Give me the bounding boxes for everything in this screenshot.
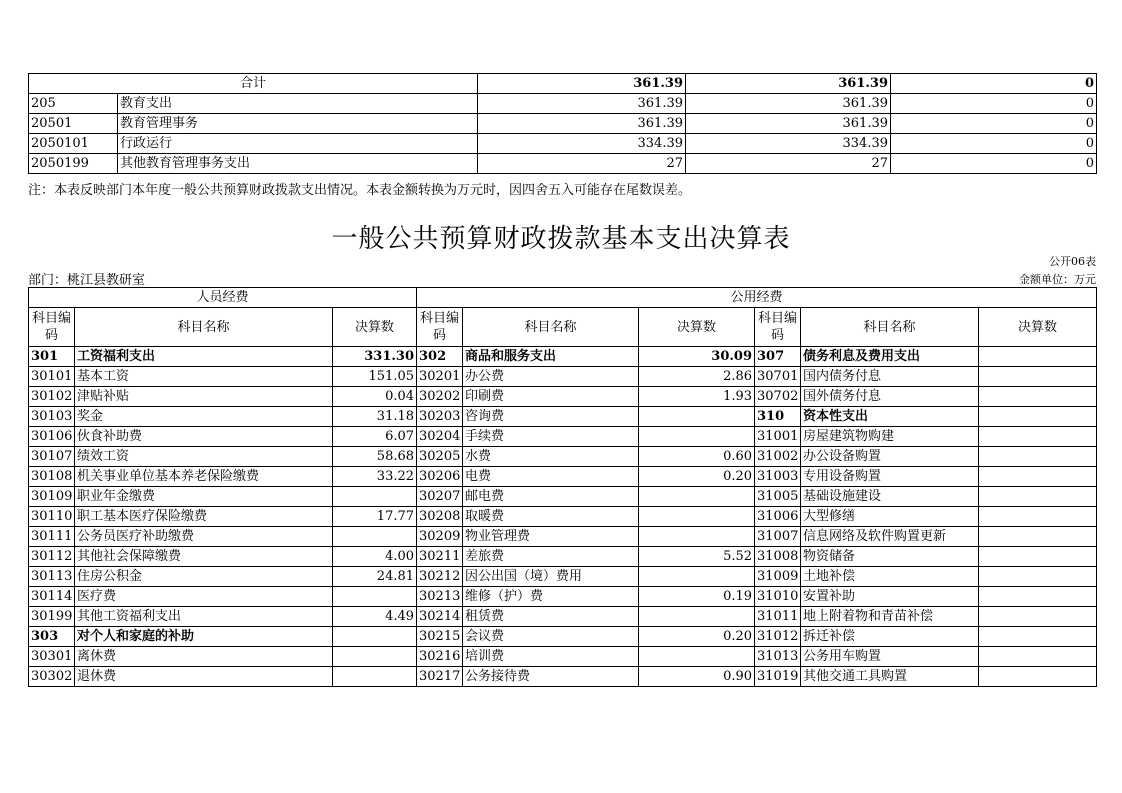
table-note: 注：本表反映部门本年度一般公共预算财政拨款支出情况。本表金额转换为万元时，因四舍五入可能存在尾数误差。 — [28, 183, 692, 198]
subject-code: 30102 — [29, 387, 75, 407]
form-number: 公开06表 — [1049, 255, 1096, 268]
subject-code: 30204 — [417, 427, 463, 447]
subject-name: 教育支出 — [118, 94, 478, 114]
subject-amount — [979, 347, 1097, 367]
subject-code: 302 — [417, 347, 463, 367]
subject-code: 30101 — [29, 367, 75, 387]
subject-code: 31005 — [755, 487, 801, 507]
subject-code: 30107 — [29, 447, 75, 467]
subject-amount — [639, 507, 755, 527]
subject-amount: 6.07 — [333, 427, 417, 447]
subject-amount: 0.04 — [333, 387, 417, 407]
subject-amount — [979, 567, 1097, 587]
amount-value-2: 361.39 — [686, 94, 891, 114]
subject-code: 31011 — [755, 607, 801, 627]
subject-code: 30209 — [417, 527, 463, 547]
subject-code: 30206 — [417, 467, 463, 487]
amount-value-3: 0 — [891, 134, 1097, 154]
table-row — [29, 347, 1097, 367]
amount-value-3: 0 — [891, 154, 1097, 174]
group-header-row — [29, 288, 1097, 308]
total-value-3: 0 — [891, 74, 1097, 94]
amount-unit: 金额单位：万元 — [1019, 273, 1096, 286]
amount-value-1: 334.39 — [478, 134, 686, 154]
subject-code: 30111 — [29, 527, 75, 547]
subject-code: 30302 — [29, 667, 75, 687]
subject-amount — [979, 467, 1097, 487]
subject-name: 手续费 — [463, 427, 639, 447]
subject-name: 咨询费 — [463, 407, 639, 427]
subject-amount — [979, 387, 1097, 407]
subject-code: 30202 — [417, 387, 463, 407]
subject-code: 30201 — [417, 367, 463, 387]
table-row — [29, 527, 1097, 547]
subject-name: 职业年金缴费 — [75, 487, 333, 507]
code-header: 科目编码 — [29, 308, 75, 347]
subject-amount — [979, 667, 1097, 687]
subject-code: 31003 — [755, 467, 801, 487]
subject-name: 资本性支出 — [801, 407, 979, 427]
subject-code: 310 — [755, 407, 801, 427]
subject-amount: 4.49 — [333, 607, 417, 627]
subject-name: 维修（护）费 — [463, 587, 639, 607]
appropriation-expense-table — [28, 73, 1097, 174]
subject-code: 30205 — [417, 447, 463, 467]
subject-amount: 4.00 — [333, 547, 417, 567]
subject-name: 商品和服务支出 — [463, 347, 639, 367]
main-table-body — [29, 288, 1097, 687]
subject-name: 办公设备购置 — [801, 447, 979, 467]
public-expense-header: 公用经费 — [417, 288, 1097, 308]
name-header: 科目名称 — [463, 308, 639, 347]
table-row — [29, 367, 1097, 387]
table-row — [29, 607, 1097, 627]
personnel-expense-header: 人员经费 — [29, 288, 417, 308]
subject-code: 30211 — [417, 547, 463, 567]
subject-name: 印刷费 — [463, 387, 639, 407]
subject-name: 教育管理事务 — [118, 114, 478, 134]
subject-amount — [639, 407, 755, 427]
subject-code: 307 — [755, 347, 801, 367]
subject-amount — [333, 667, 417, 687]
subject-code: 30215 — [417, 627, 463, 647]
amount-header: 决算数 — [979, 308, 1097, 347]
subject-amount: 0.90 — [639, 667, 755, 687]
code-header: 科目编码 — [417, 308, 463, 347]
subject-name: 行政运行 — [118, 134, 478, 154]
subject-name: 离休费 — [75, 647, 333, 667]
name-header: 科目名称 — [801, 308, 979, 347]
subject-amount — [333, 647, 417, 667]
subject-code: 30214 — [417, 607, 463, 627]
subject-amount: 0.19 — [639, 587, 755, 607]
subject-code: 30207 — [417, 487, 463, 507]
subject-name: 其他社会保障缴费 — [75, 547, 333, 567]
subject-amount — [333, 587, 417, 607]
subject-code: 30109 — [29, 487, 75, 507]
subject-code: 301 — [29, 347, 75, 367]
subject-code: 30213 — [417, 587, 463, 607]
code-header: 科目编码 — [755, 308, 801, 347]
subject-amount — [639, 487, 755, 507]
table-row — [29, 567, 1097, 587]
table-row — [29, 667, 1097, 687]
subject-code: 30110 — [29, 507, 75, 527]
subject-amount: 151.05 — [333, 367, 417, 387]
subject-code: 30701 — [755, 367, 801, 387]
subject-name: 绩效工资 — [75, 447, 333, 467]
subject-name: 因公出国（境）费用 — [463, 567, 639, 587]
subject-name: 邮电费 — [463, 487, 639, 507]
subject-amount — [979, 447, 1097, 467]
table-row — [29, 114, 1097, 134]
amount-value-1: 361.39 — [478, 94, 686, 114]
subject-code: 30114 — [29, 587, 75, 607]
amount-value-1: 27 — [478, 154, 686, 174]
table-row — [29, 154, 1097, 174]
table-row — [29, 134, 1097, 154]
subject-name: 国内债务付息 — [801, 367, 979, 387]
subject-name: 工资福利支出 — [75, 347, 333, 367]
table-row — [29, 407, 1097, 427]
amount-value-2: 361.39 — [686, 114, 891, 134]
subject-amount: 31.18 — [333, 407, 417, 427]
subject-name: 拆迁补偿 — [801, 627, 979, 647]
subject-code: 30113 — [29, 567, 75, 587]
basic-expenditure-table — [28, 287, 1097, 687]
subject-amount: 33.22 — [333, 467, 417, 487]
subject-code: 31013 — [755, 647, 801, 667]
subject-code: 30702 — [755, 387, 801, 407]
subject-amount — [979, 487, 1097, 507]
subject-amount: 0.60 — [639, 447, 755, 467]
table-row — [29, 447, 1097, 467]
subject-name: 差旅费 — [463, 547, 639, 567]
subject-code: 30217 — [417, 667, 463, 687]
subject-amount: 58.68 — [333, 447, 417, 467]
subject-name: 住房公积金 — [75, 567, 333, 587]
subject-code: 31001 — [755, 427, 801, 447]
subject-amount — [333, 527, 417, 547]
subject-name: 基本工资 — [75, 367, 333, 387]
table-row — [29, 94, 1097, 114]
subject-name: 其他工资福利支出 — [75, 607, 333, 627]
subject-amount — [979, 367, 1097, 387]
subject-code: 31019 — [755, 667, 801, 687]
subject-code: 31010 — [755, 587, 801, 607]
subject-amount — [979, 407, 1097, 427]
column-header-row — [29, 308, 1097, 347]
subject-code: 30108 — [29, 467, 75, 487]
subject-name: 培训费 — [463, 647, 639, 667]
subject-name: 公务员医疗补助缴费 — [75, 527, 333, 547]
subject-name: 办公费 — [463, 367, 639, 387]
amount-value-1: 361.39 — [478, 114, 686, 134]
amount-header: 决算数 — [333, 308, 417, 347]
subject-name: 职工基本医疗保险缴费 — [75, 507, 333, 527]
subject-amount — [979, 527, 1097, 547]
subject-amount — [979, 627, 1097, 647]
subject-code: 30203 — [417, 407, 463, 427]
subject-code: 30199 — [29, 607, 75, 627]
subject-code: 30103 — [29, 407, 75, 427]
subject-code: 205 — [29, 94, 118, 114]
top-table-body — [29, 74, 1097, 174]
subject-amount — [979, 427, 1097, 447]
name-header: 科目名称 — [75, 308, 333, 347]
amount-value-3: 0 — [891, 94, 1097, 114]
subject-amount — [979, 647, 1097, 667]
subject-amount — [979, 547, 1097, 567]
amount-header: 决算数 — [639, 308, 755, 347]
subject-amount — [639, 647, 755, 667]
subject-name: 基础设施建设 — [801, 487, 979, 507]
subject-code: 31002 — [755, 447, 801, 467]
subject-amount — [979, 507, 1097, 527]
subject-name: 其他教育管理事务支出 — [118, 154, 478, 174]
subject-name: 医疗费 — [75, 587, 333, 607]
subject-code: 20501 — [29, 114, 118, 134]
subject-name: 水费 — [463, 447, 639, 467]
subject-name: 安置补助 — [801, 587, 979, 607]
subject-name: 电费 — [463, 467, 639, 487]
page-title: 一般公共预算财政拨款基本支出决算表 — [331, 224, 791, 254]
table-row — [29, 387, 1097, 407]
subject-name: 房屋建筑物购建 — [801, 427, 979, 447]
total-label: 合计 — [29, 74, 478, 94]
table-row — [29, 587, 1097, 607]
subject-amount: 0.20 — [639, 627, 755, 647]
subject-code: 31007 — [755, 527, 801, 547]
subject-amount: 17.77 — [333, 507, 417, 527]
subject-name: 债务利息及费用支出 — [801, 347, 979, 367]
subject-name: 土地补偿 — [801, 567, 979, 587]
subject-code: 30112 — [29, 547, 75, 567]
subject-amount: 331.30 — [333, 347, 417, 367]
subject-name: 退休费 — [75, 667, 333, 687]
subject-amount — [979, 607, 1097, 627]
subject-name: 机关事业单位基本养老保险缴费 — [75, 467, 333, 487]
subject-name: 信息网络及软件购置更新 — [801, 527, 979, 547]
amount-value-3: 0 — [891, 114, 1097, 134]
subject-amount — [639, 567, 755, 587]
department-label: 部门：桃江县教研室 — [28, 273, 146, 288]
subject-name: 公务接待费 — [463, 667, 639, 687]
subject-amount: 2.86 — [639, 367, 755, 387]
subject-code: 303 — [29, 627, 75, 647]
subject-name: 奖金 — [75, 407, 333, 427]
total-row — [29, 74, 1097, 94]
subject-code: 31006 — [755, 507, 801, 527]
subject-amount: 24.81 — [333, 567, 417, 587]
subject-name: 专用设备购置 — [801, 467, 979, 487]
subject-code: 31008 — [755, 547, 801, 567]
subject-code: 30208 — [417, 507, 463, 527]
subject-amount — [639, 527, 755, 547]
subject-amount — [979, 587, 1097, 607]
subject-amount: 0.20 — [639, 467, 755, 487]
subject-amount: 1.93 — [639, 387, 755, 407]
subject-code: 30212 — [417, 567, 463, 587]
table-row — [29, 627, 1097, 647]
table-row — [29, 647, 1097, 667]
table-row — [29, 467, 1097, 487]
subject-name: 伙食补助费 — [75, 427, 333, 447]
table-row — [29, 427, 1097, 447]
subject-code: 30216 — [417, 647, 463, 667]
amount-value-2: 27 — [686, 154, 891, 174]
subject-code: 30301 — [29, 647, 75, 667]
subject-amount: 5.52 — [639, 547, 755, 567]
subject-name: 物资储备 — [801, 547, 979, 567]
table-row — [29, 547, 1097, 567]
subject-name: 津贴补贴 — [75, 387, 333, 407]
amount-value-2: 334.39 — [686, 134, 891, 154]
subject-name: 大型修缮 — [801, 507, 979, 527]
table-row — [29, 487, 1097, 507]
subject-name: 地上附着物和青苗补偿 — [801, 607, 979, 627]
subject-code: 2050199 — [29, 154, 118, 174]
subject-name: 会议费 — [463, 627, 639, 647]
subject-code: 31012 — [755, 627, 801, 647]
subject-name: 公务用车购置 — [801, 647, 979, 667]
subject-amount: 30.09 — [639, 347, 755, 367]
subject-code: 30106 — [29, 427, 75, 447]
subject-code: 2050101 — [29, 134, 118, 154]
table-row — [29, 507, 1097, 527]
subject-name: 国外债务付息 — [801, 387, 979, 407]
subject-name: 其他交通工具购置 — [801, 667, 979, 687]
subject-amount — [639, 607, 755, 627]
subject-name: 取暖费 — [463, 507, 639, 527]
subject-amount — [333, 627, 417, 647]
total-value-2: 361.39 — [686, 74, 891, 94]
subject-amount — [333, 487, 417, 507]
subject-code: 31009 — [755, 567, 801, 587]
subject-name: 对个人和家庭的补助 — [75, 627, 333, 647]
subject-name: 租赁费 — [463, 607, 639, 627]
subject-name: 物业管理费 — [463, 527, 639, 547]
total-value-1: 361.39 — [478, 74, 686, 94]
subject-amount — [639, 427, 755, 447]
